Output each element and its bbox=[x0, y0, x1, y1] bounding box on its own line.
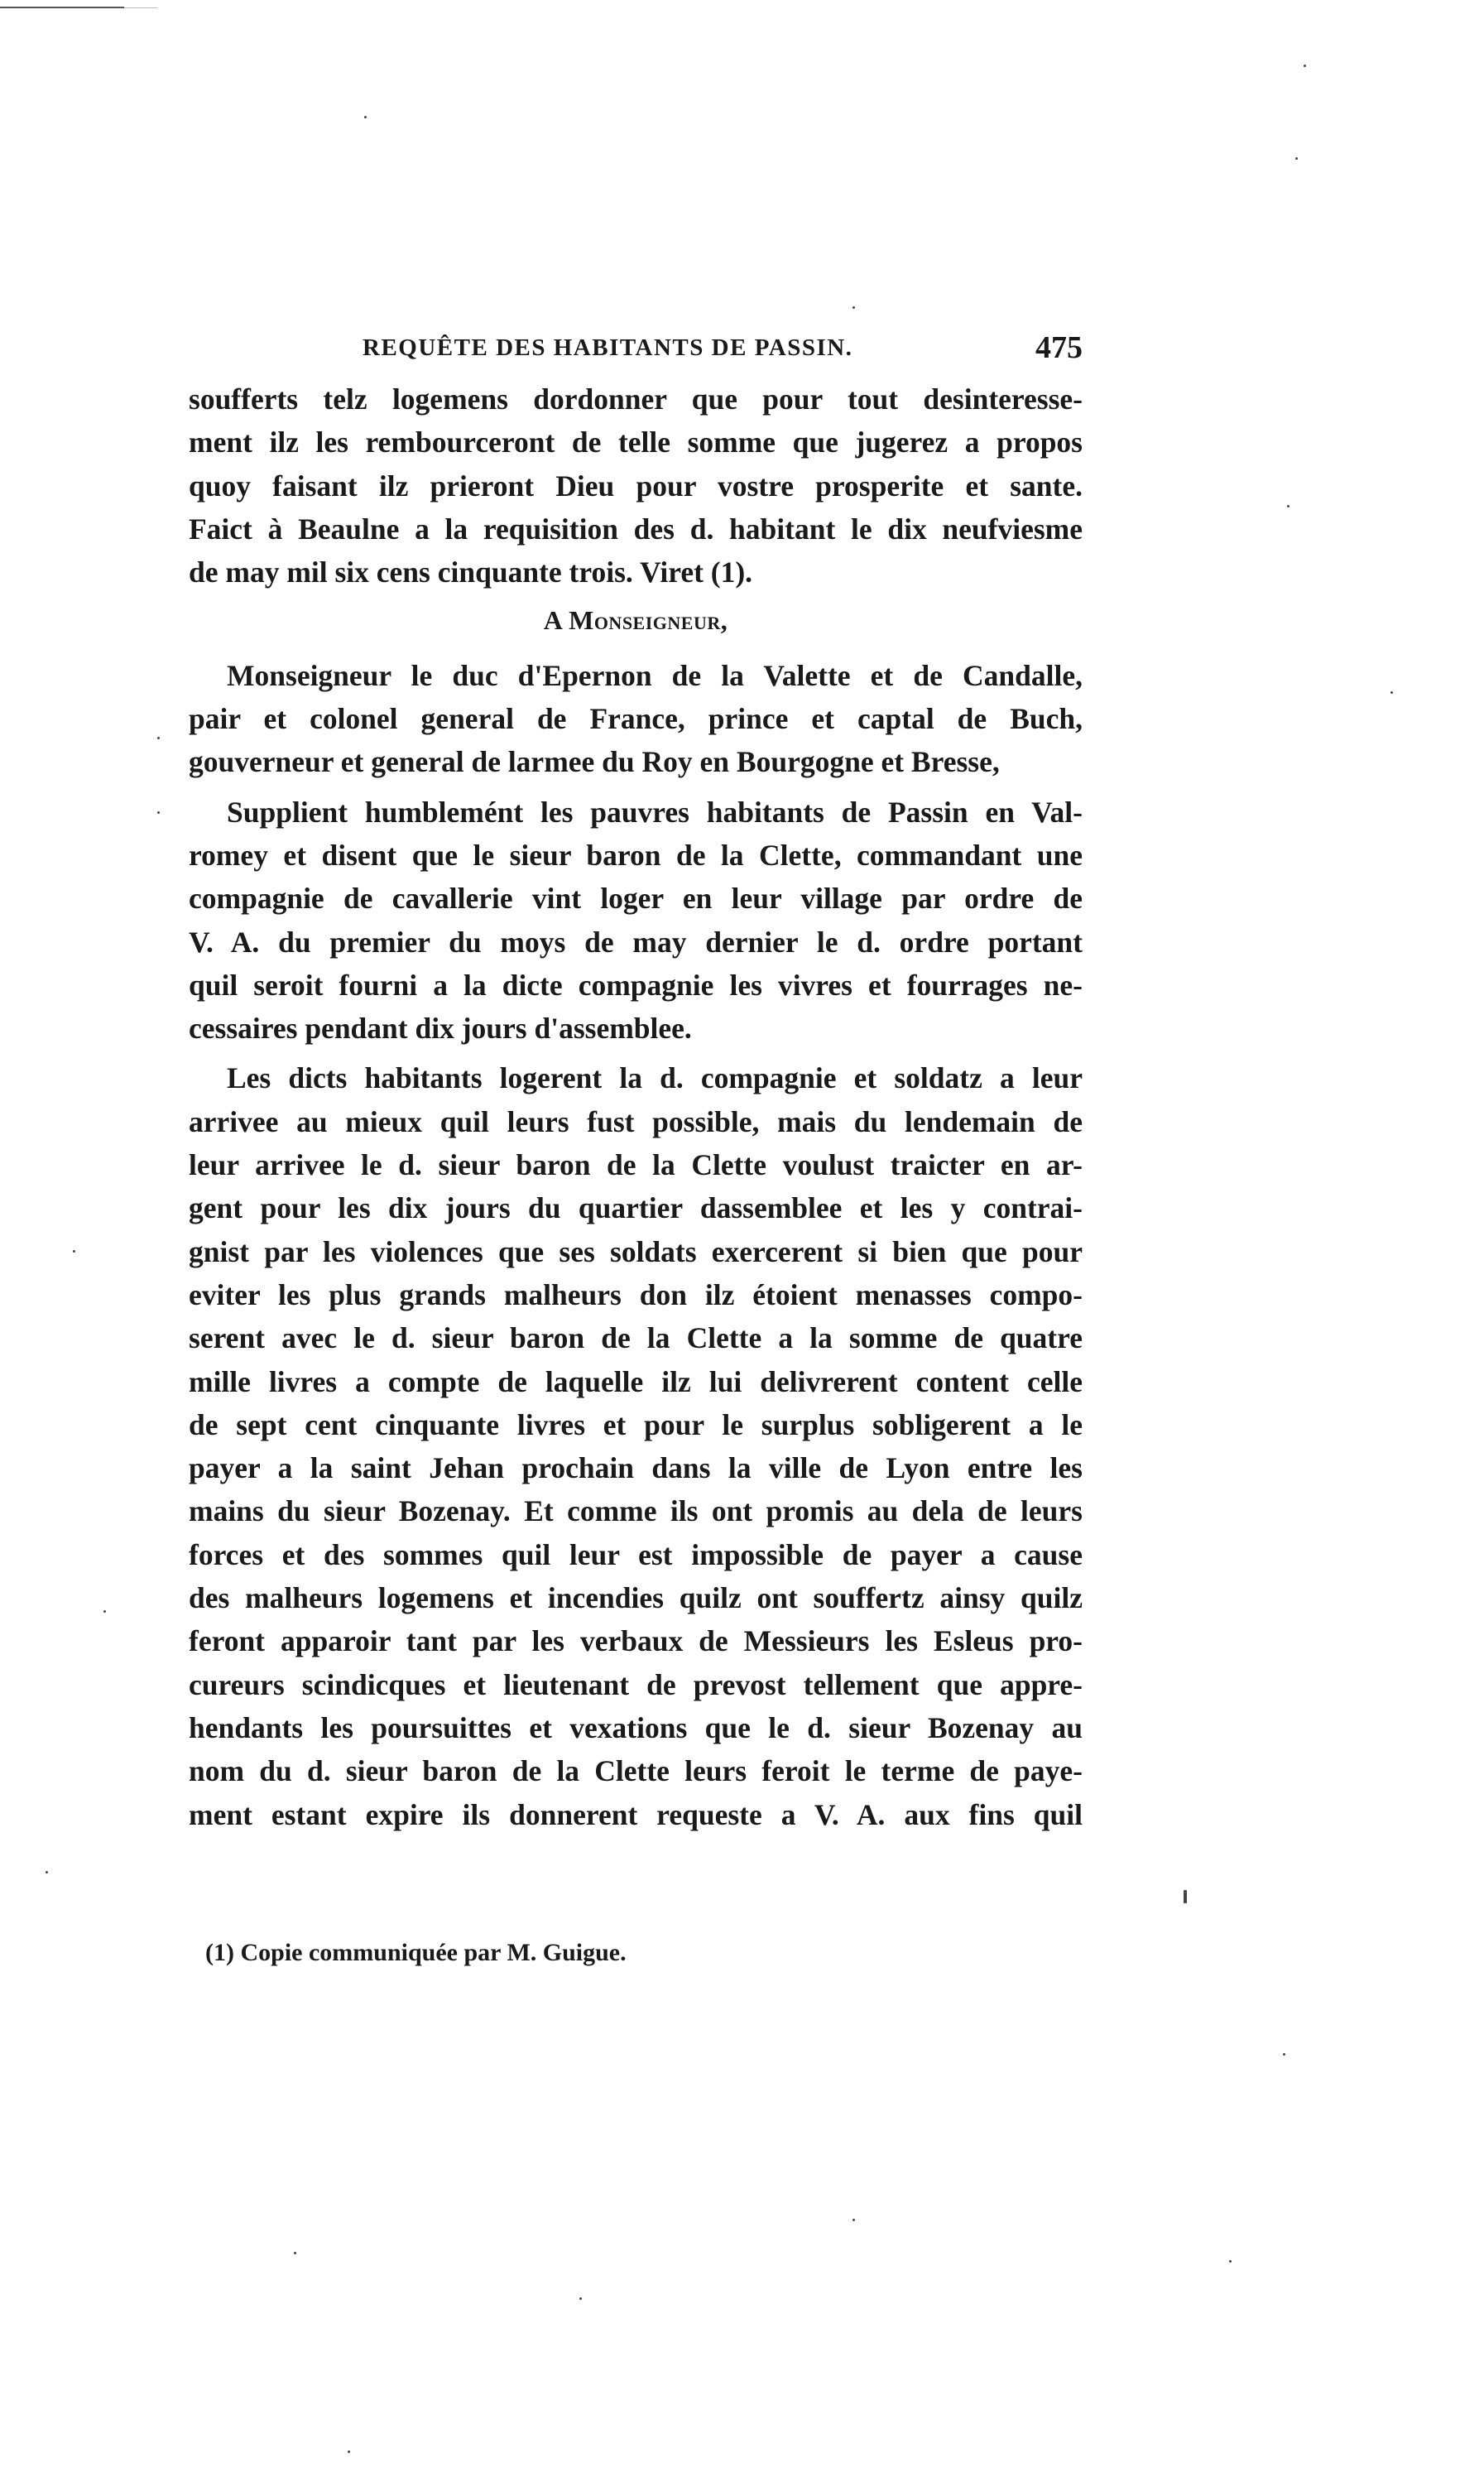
page-number: 475 bbox=[1035, 330, 1083, 365]
text-line: soufferts telz logemens dordonner que pour tout desinteresse- bbox=[189, 382, 1083, 416]
text-line: V. A. du premier du moys de may dernier le d. ordre portant bbox=[189, 925, 1083, 959]
text-line: romey et disent que le sieur baron de la Clette, commandant une bbox=[189, 838, 1083, 872]
scan-speck bbox=[157, 811, 160, 814]
scan-speck bbox=[852, 2219, 855, 2221]
text-line: leur arrivee le d. sieur baron de la Clette voulust traicter en ar- bbox=[189, 1148, 1083, 1182]
running-head: REQUÊTE DES HABITANTS DE PASSIN. bbox=[363, 334, 853, 361]
top-edge-rule bbox=[0, 7, 124, 8]
text-line: quil seroit fourni a la dicte compagnie les vivres et fourrages ne- bbox=[189, 968, 1083, 1002]
scan-speck bbox=[1229, 2260, 1232, 2263]
scan-speck bbox=[1304, 65, 1306, 67]
text-line: mains du sieur Bozenay. Et comme ils ont promis au dela de leurs bbox=[189, 1494, 1083, 1528]
scan-speck bbox=[852, 306, 855, 309]
scan-speck bbox=[294, 2252, 296, 2254]
text-line: gent pour les dix jours du quartier dassemblee et les y contrai- bbox=[189, 1191, 1083, 1225]
text-line: cessaires pendant dix jours d'assemblee. bbox=[189, 1012, 692, 1046]
text-line: ment ilz les rembourceront de telle somme que jugerez a propos bbox=[189, 426, 1083, 459]
text-line: Supplient humblemént les pauvres habitants de Passin en Val- bbox=[227, 795, 1083, 829]
paragraph-gap bbox=[189, 1050, 1083, 1056]
scan-speck bbox=[1287, 505, 1289, 507]
scan-speck bbox=[46, 1871, 48, 1873]
text-line: arrivee au mieux quil leurs fust possible, mais du lendemain de bbox=[189, 1104, 1083, 1138]
scan-speck bbox=[579, 2297, 582, 2300]
text-line: gouverneur et general de larmee du Roy en Bourgogne et Bresse, bbox=[189, 745, 1000, 779]
text-line: nom du d. sieur baron de la Clette leurs feroit le terme de paye- bbox=[189, 1754, 1083, 1788]
text-line: mille livres a compte de laquelle ilz lui delivrerent content celle bbox=[189, 1364, 1083, 1398]
text-line: compagnie de cavallerie vint loger en leur village par ordre de bbox=[189, 882, 1083, 916]
top-edge-rule-faint bbox=[124, 7, 157, 8]
scan-speck bbox=[1184, 1890, 1187, 1903]
section-heading: A Monseigneur, bbox=[543, 605, 728, 636]
text-line: payer a la saint Jehan prochain dans la ville de Lyon entre les bbox=[189, 1451, 1083, 1485]
scan-speck bbox=[348, 2451, 350, 2453]
scan-speck bbox=[1283, 2053, 1285, 2056]
scan-speck bbox=[103, 1610, 106, 1613]
text-line: pair et colonel general de France, prince et captal de Buch, bbox=[189, 702, 1083, 736]
text-line: hendants les poursuittes et vexations que le d. sieur Bozenay au bbox=[189, 1710, 1083, 1744]
text-line: Faict à Beaulne a la requisition des d. habitant le dix neufviesme bbox=[189, 512, 1083, 546]
scan-speck bbox=[1390, 691, 1393, 694]
text-line: feront apparoir tant par les verbaux de Messieurs les Esleus pro- bbox=[189, 1624, 1083, 1658]
scan-speck bbox=[157, 737, 160, 739]
text-line: eviter les plus grands malheurs don ilz étoient menasses compo- bbox=[189, 1277, 1083, 1311]
text-line: Monseigneur le duc d'Epernon de la Valette et de Candalle, bbox=[227, 658, 1083, 692]
paragraph-gap bbox=[189, 647, 1083, 654]
text-line: cureurs scindicques et lieutenant de prevost tellement que appre- bbox=[189, 1667, 1083, 1701]
page-header bbox=[189, 329, 1083, 379]
body-text bbox=[189, 378, 1083, 1836]
scan-speck bbox=[1295, 157, 1298, 160]
text-line: Les dicts habitants logerent la d. compagnie et soldatz a leur bbox=[227, 1061, 1083, 1095]
text-line: serent avec le d. sieur baron de la Clette a la somme de quatre bbox=[189, 1321, 1083, 1355]
text-line: de may mil six cens cinquante trois. Viret (1). bbox=[189, 556, 753, 589]
text-line: quoy faisant ilz prieront Dieu pour vostre prosperite et sante. bbox=[189, 469, 1083, 503]
scan-speck bbox=[364, 116, 367, 118]
text-line: de sept cent cinquante livres et pour le surplus sobligerent a le bbox=[189, 1407, 1083, 1441]
footnote: (1) Copie communiquée par M. Guigue. bbox=[205, 1939, 627, 1966]
scan-speck bbox=[73, 1250, 75, 1253]
text-line: des malheurs logemens et incendies quilz ont souffertz ainsy quilz bbox=[189, 1581, 1083, 1615]
paragraph-gap bbox=[189, 784, 1083, 791]
text-line: ment estant expire ils donnerent requeste a V. A. aux fins quil bbox=[189, 1797, 1083, 1831]
text-line: gnist par les violences que ses soldats exercerent si bien que pour bbox=[189, 1234, 1083, 1268]
text-line: forces et des sommes quil leur est impossible de payer a cause bbox=[189, 1537, 1083, 1571]
